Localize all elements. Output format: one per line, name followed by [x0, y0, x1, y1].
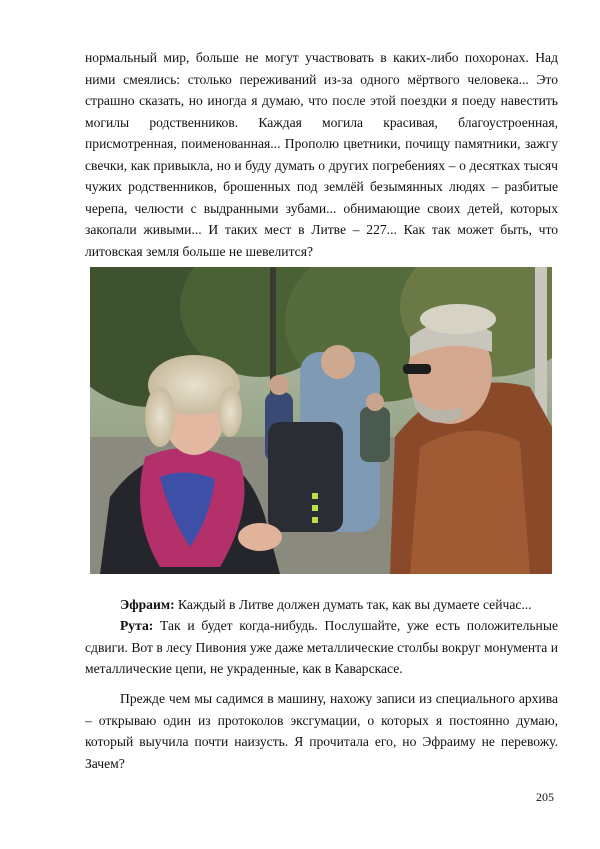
dialogue-line-efraim	[85, 594, 558, 616]
dialogue-text: Так и будет когда-нибудь. Послушайте, уже есть положительные сдвиги. Вот в лесу Пивония уже даже металлические столбы вокруг монумента и металлические цепи, не украденные, как в Каварскасе.	[85, 618, 558, 676]
dialogue-text: Каждый в Литве должен думать так, как вы думаете сейчас...	[174, 597, 532, 612]
page-number: 205	[536, 790, 554, 804]
speaker-name: Эфраим:	[120, 597, 175, 612]
dialogue-line-ruta	[85, 615, 558, 680]
speaker-name: Рута:	[120, 618, 154, 633]
paragraph-top: нормальный мир, больше не могут участвовать в каких-либо похоронах. Над ними смеялись: столько переживаний из-за одного мёртвого человека... Это страшно сказать, но иногда я думаю, что после этой поездки я поеду навестить могилы родственников. Каждая могила красивая, благоустроенная, присмотренная, поименованная... Прополю цветники, почищу памятники, зажгу свечки, как привыкла, но и буду думать о других погребениях – о десятках тысяч чужих родственников, брошенных под землёй безымянных людях – разбитые черепа, челюсти с выдранными зубами... обнимающие своих детей, которых закопали живыми... И таких мест в Литве – 227... Как так может быть, что литовская земля больше не шевелится?	[85, 50, 558, 259]
photo-two-people-talking-outdoors	[90, 267, 552, 574]
photo-illustration	[90, 267, 552, 574]
paragraph-bottom: Прежде чем мы садимся в машину, нахожу записи из специального архива – открываю один из протоколов эксгумации, о которых я постоянно думаю, который выучила почти наизусть. Я прочитала его, но Эфраиму не перевожу. Зачем?	[85, 691, 558, 771]
